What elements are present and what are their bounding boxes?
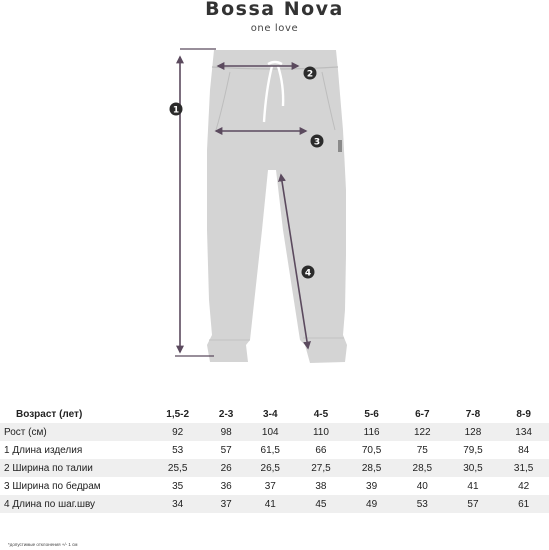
svg-text:1: 1 [172, 105, 180, 116]
badge-3 [311, 135, 324, 148]
cell: 39 [366, 480, 378, 492]
cell: 36 [220, 480, 232, 492]
cell: 41 [264, 498, 276, 510]
cell: 41 [467, 480, 479, 492]
table-row [0, 423, 549, 441]
badge-1 [170, 103, 183, 116]
table-row [0, 459, 549, 477]
cell: 66 [315, 444, 327, 456]
cell: 53 [172, 444, 184, 456]
row-label: 3 Ширина по бедрам [4, 480, 101, 492]
brand-name: Bossa Nova [205, 0, 344, 20]
cell: 45 [315, 498, 327, 510]
cell: 27,5 [311, 462, 331, 474]
cell: 53 [416, 498, 428, 510]
cell: 61 [518, 498, 530, 510]
cell: 49 [366, 498, 378, 510]
cell: 37 [264, 480, 276, 492]
cell: 116 [363, 426, 380, 438]
row-label: 1 Длина изделия [4, 444, 83, 456]
cell: 104 [261, 426, 279, 438]
cell: 34 [172, 498, 184, 510]
table-row [0, 441, 549, 459]
cell: 28,5 [361, 462, 382, 474]
pants-shape [207, 50, 347, 363]
cell: 84 [518, 444, 530, 456]
age-column: 5-6 [364, 409, 379, 420]
cell: 26 [220, 462, 232, 474]
cell: 75 [416, 444, 428, 456]
cell: 26,5 [260, 462, 280, 474]
cell: 98 [220, 426, 232, 438]
cell: 28,5 [412, 462, 433, 474]
age-header-label: Возраст (лет) [16, 409, 83, 420]
size-chart-table [0, 406, 549, 513]
cell: 70,5 [361, 444, 382, 456]
svg-text:3: 3 [313, 137, 321, 148]
cell: 110 [312, 426, 329, 438]
row-label: 2 Ширина по талии [4, 462, 93, 474]
badge-4 [302, 266, 315, 279]
table-row [0, 477, 549, 495]
cell: 122 [413, 426, 431, 438]
cell: 57 [220, 444, 232, 456]
cell: 134 [515, 426, 532, 438]
age-column: 6-7 [415, 409, 430, 420]
age-column: 8-9 [516, 409, 531, 420]
table-header-row [0, 406, 549, 423]
cell: 37 [220, 498, 232, 510]
age-column: 7-8 [465, 409, 481, 420]
cell: 30,5 [463, 462, 483, 474]
badge-2 [304, 67, 317, 80]
footnote: *допустимые отклонения +/- 1 см [8, 542, 78, 547]
cell: 25,5 [167, 462, 188, 474]
cell: 31,5 [513, 462, 534, 474]
row-label: Рост (см) [4, 426, 47, 438]
svg-text:4: 4 [304, 268, 312, 279]
age-column: 1,5-2 [166, 409, 190, 420]
cell: 42 [518, 480, 530, 492]
cell: 61,5 [260, 444, 280, 456]
cell: 35 [172, 480, 184, 492]
svg-text:2: 2 [306, 69, 314, 80]
age-column: 4-5 [313, 409, 329, 420]
cell: 79,5 [463, 444, 483, 456]
age-column: 2-3 [218, 409, 234, 420]
cell: 40 [416, 480, 428, 492]
age-column: 3-4 [263, 409, 278, 420]
cell: 57 [467, 498, 479, 510]
cell: 38 [315, 480, 327, 492]
row-label: 4 Длина по шаг.шву [4, 498, 96, 510]
cell: 92 [172, 426, 184, 438]
cell: 128 [464, 426, 482, 438]
brand-tagline: one love [250, 23, 299, 34]
table-row [0, 495, 549, 513]
